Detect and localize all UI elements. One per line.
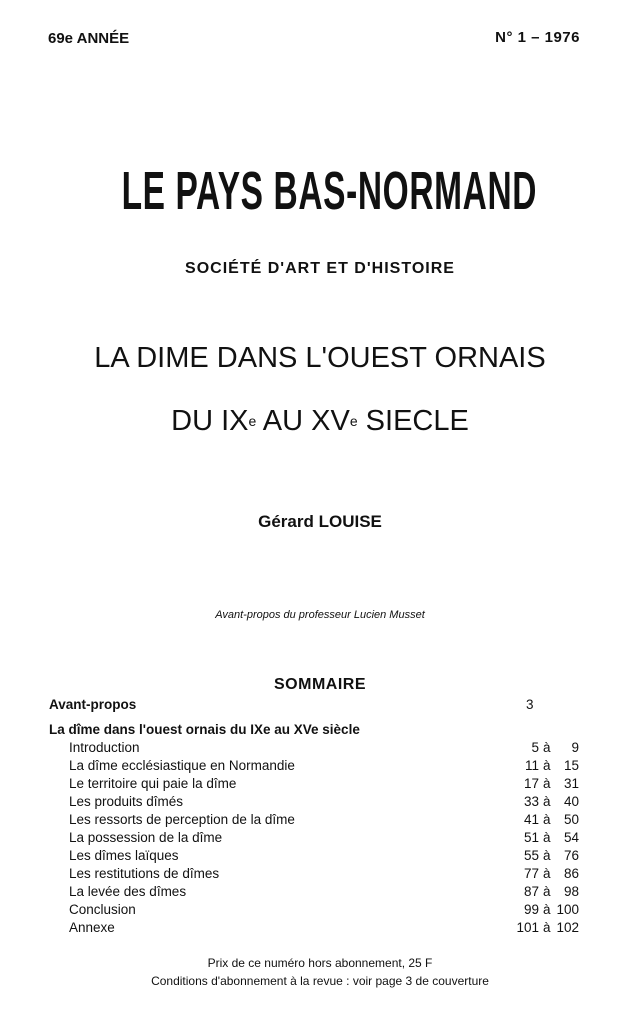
toc-page-end: 9: [571, 740, 579, 755]
toc-page-start: 33: [523, 794, 539, 809]
toc-entry: [0, 902, 640, 920]
toc-page-end: 15: [563, 758, 579, 773]
toc-page-separator: à: [543, 848, 551, 863]
toc-entry-label: La levée des dîmes: [69, 884, 187, 899]
foreword-note: Avant-propos du professeur Lucien Musset: [215, 609, 425, 621]
toc-entry: [0, 830, 640, 848]
issue-number: N° 1 – 1976: [495, 29, 580, 46]
toc-entry: [0, 920, 640, 938]
toc-entry-label: Les dîmes laïques: [69, 848, 179, 863]
work-title-line-2: DU IXe AU XVe SIECLE: [171, 405, 469, 437]
toc-entry-label: Les produits dîmés: [69, 794, 184, 809]
toc-page-end: 50: [563, 812, 579, 827]
toc-entry: [0, 884, 640, 902]
toc-page-start: 55: [523, 848, 539, 863]
toc-entry-label: La possession de la dîme: [69, 830, 223, 845]
toc-page-separator: à: [543, 920, 551, 935]
toc-section-label: La dîme dans l'ouest ornais du IXe au XVe siècle: [49, 722, 360, 737]
toc-page-end: 40: [563, 794, 579, 809]
toc-entry-label: Introduction: [69, 740, 140, 755]
toc-page-separator: à: [543, 740, 551, 755]
toc-page-end: 86: [563, 866, 579, 881]
toc-page-separator: à: [543, 776, 551, 791]
toc-entry-label: La dîme ecclésiastique en Normandie: [69, 758, 295, 773]
price-note: Prix de ce numéro hors abonnement, 25 F: [207, 956, 433, 970]
toc-avant-propos: [0, 697, 640, 715]
toc-page-separator: à: [543, 830, 551, 845]
toc-page-start: 101: [516, 920, 539, 935]
toc-page-start: 17: [523, 776, 539, 791]
toc-page-start: 41: [523, 812, 539, 827]
society-subtitle: SOCIÉTÉ D'ART ET D'HISTOIRE: [185, 260, 455, 277]
toc-page-end: 98: [563, 884, 579, 899]
year-label: 69e ANNÉE: [48, 30, 130, 47]
toc-page-start: 11: [524, 758, 539, 773]
toc-page-separator: à: [543, 812, 551, 827]
toc-entry: [0, 812, 640, 830]
toc-entry-label: Les restitutions de dîmes: [69, 866, 220, 881]
table-of-contents-heading: SOMMAIRE: [274, 676, 366, 693]
toc-page-start: 99: [523, 902, 539, 917]
toc-entry-label: Le territoire qui paie la dîme: [69, 776, 237, 791]
toc-entry: [0, 866, 640, 884]
toc-entry: [0, 776, 640, 794]
toc-page-end: 100: [556, 902, 579, 917]
toc-page: 3: [526, 697, 534, 712]
toc-entry-label: Les ressorts de perception de la dîme: [69, 812, 295, 827]
toc-page-end: 102: [556, 920, 579, 935]
toc-page-separator: à: [543, 866, 551, 881]
work-title-line-1: LA DIME DANS L'OUEST ORNAIS: [94, 342, 546, 374]
toc-section-heading: [0, 722, 640, 740]
toc-entry: [0, 740, 640, 758]
toc-page-separator: à: [543, 902, 551, 917]
toc-page-start: 51: [523, 830, 539, 845]
toc-page-end: 54: [563, 830, 579, 845]
toc-page-separator: à: [543, 884, 551, 899]
toc-entry-label: Conclusion: [69, 902, 136, 917]
toc-entry: [0, 848, 640, 866]
toc-entry: [0, 794, 640, 812]
journal-title: LE PAYS BAS-NORMAND: [121, 161, 538, 221]
toc-entry: [0, 758, 640, 776]
toc-page-start: 87: [523, 884, 539, 899]
toc-page-start: 5: [531, 740, 539, 755]
toc-page-end: 31: [563, 776, 579, 791]
toc-page-start: 77: [523, 866, 539, 881]
subscription-note: Conditions d'abonnement à la revue : voir page 3 de couverture: [151, 974, 489, 988]
toc-page-separator: à: [543, 758, 551, 773]
toc-entry-label: Annexe: [69, 920, 115, 935]
author-name: Gérard LOUISE: [258, 512, 382, 531]
toc-label: Avant-propos: [49, 697, 137, 712]
toc-page-end: 76: [563, 848, 579, 863]
toc-page-separator: à: [543, 794, 551, 809]
